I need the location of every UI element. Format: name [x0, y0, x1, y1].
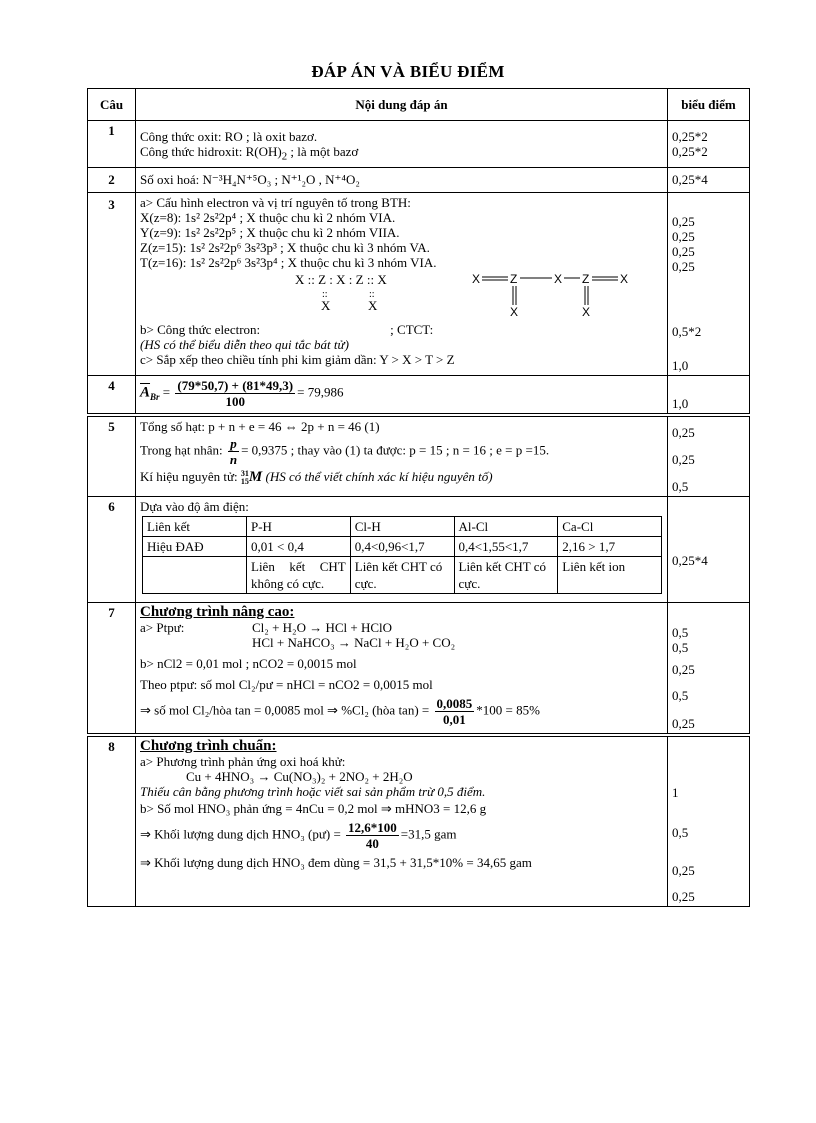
question-number: 7 [88, 602, 136, 735]
question-number: 5 [88, 415, 136, 497]
answer-content: a> Cấu hình electron và vị trí nguyên tố trong BTH: X(z=8): 1s² 2s²2p⁴ ; X thuộc chu kì 2 nhóm VIA. Y(z=9): 1s² 2s²2p⁵ ; X thuộc chu kì 2 nhóm VIIA. Z(z=15): 1s² 2s²2p⁶ 3s²3p³ ; X thuộc chu kì 3 nhóm VA. T(z=16): 1s² 2s²2p⁶ 3s²3p⁴ ; X thuộc chu kì 3 nhóm VIA. X :: Z : X : Z :: X :: :: X X X Z X Z X X X b> Công thức electron: ; CTCT: (HS có thể biểu diễn theo qui tắc bát tử) c> Sắp xếp theo chiều tính phi kim giảm dần: Y > X > T > Z [136, 192, 668, 375]
points: 0,25*4 [668, 496, 750, 602]
header-cau: Câu [88, 89, 136, 121]
answer-table [87, 88, 750, 907]
points: 1 0,5 0,25 0,25 [668, 735, 750, 907]
question-number: 3 [88, 192, 136, 375]
points: 0,5 0,5 0,25 0,5 0,25 [668, 602, 750, 735]
question-row-4 [88, 375, 750, 415]
question-row-6 [88, 496, 750, 602]
points: 0,25 0,25 0,25 0,25 0,5*2 1,0 [668, 192, 750, 375]
svg-text:Z: Z [510, 271, 518, 286]
question-number: 2 [88, 167, 136, 192]
svg-text:X: X [554, 271, 563, 286]
question-number: 1 [88, 121, 136, 168]
points: 0,25 0,25 0,5 [668, 415, 750, 497]
points: 1,0 [668, 375, 750, 415]
answer-content: Số oxi hoá: N⁻³H₄N⁺⁵O₃ ; N⁺¹₂O , N⁺⁴O₂ [136, 167, 668, 192]
question-row-8 [88, 735, 750, 907]
question-number: 8 [88, 735, 136, 907]
header-points: biểu điểm [668, 89, 750, 121]
svg-text:Z: Z [582, 271, 590, 286]
question-row-7 [88, 602, 750, 735]
points: 0,25*4 [668, 167, 750, 192]
points: 0,25*2 0,25*2 [668, 121, 750, 168]
question-number: 4 [88, 375, 136, 415]
question-row-2 [88, 167, 750, 192]
answer-content: Dựa vào độ âm điện: Liên kết P-H Cl-H Al-Cl Ca-Cl Hiệu ĐAĐ 0,01 < 0,4 0,4<0,96<1,7 0,4<1,55<1,7 2,16 > 1,7 Liên kết CHT không có cực. Liên kết CHT có cực. Liên kết CHT có cực. Liên kết ion [136, 496, 668, 602]
electron-formula: X :: Z : X : Z :: X :: :: X X X Z X Z X X X [295, 271, 629, 319]
svg-text:X: X [620, 271, 629, 286]
structural-formula [470, 270, 630, 320]
electronegativity-table: Liên kết P-H Cl-H Al-Cl Ca-Cl Hiệu ĐAĐ 0,01 < 0,4 0,4<0,96<1,7 0,4<1,55<1,7 2,16 > 1,7 Liên kết CHT không có cực. Liên kết CHT có cực. Liên kết CHT có cực. Liên kết ion [142, 516, 662, 594]
answer-content: $\overline{A}_{Br}$ = $\frac{(79*50,7) + (81*49,3)}{100}$ = 79,986 [136, 375, 668, 415]
svg-text:X: X [472, 271, 481, 286]
question-row-5 [88, 415, 750, 497]
svg-text:X: X [510, 304, 519, 319]
header-content: Nội dung đáp án [136, 89, 668, 121]
svg-text:X: X [582, 304, 591, 319]
question-row-3 [88, 192, 750, 375]
answer-content: Chương trình chuẩn: a> Phương trình phản ứng oxi hoá khử: Cu + 4HNO₃ → Cu(NO₃)₂ + 2NO₂ + 2H₂O Thiếu cân bằng phương trình hoặc viết sai sản phẩm trừ 0,5 điểm. b> Số mol HNO₃ phản ứng = 4nCu = 0,2 mol ⇒ mHNO3 = 12,6 g ⇒ Khối lượng dung dịch HNO₃ (pư) = $\frac{12,6*100}{40}$ =31,5 gam ⇒ Khối lượng dung dịch HNO₃ đem dùng = 31,5 + 31,5*10% = 34,65 gam [136, 735, 668, 907]
question-number: 6 [88, 496, 136, 602]
answer-content: Tổng số hạt: p + n + e = 46 ⇔ 2p + n = 46 (1) Trong hạt nhân: $\frac{p}{n}$ = 0,9375 ; thay vào (1) ta được: p = 15 ; n = 16 ; e = p =15. Kí hiệu nguyên tử: 31 15 M (HS có thể viết chính xác kí hiệu nguyên tố) [136, 415, 668, 497]
answer-content: Chương trình nâng cao: a> Ptpư: Cl₂ + H₂O → HCl + HClO HCl + NaHCO₃ → NaCl + H₂O + CO₂ b> nCl2 = 0,01 mol ; nCO2 = 0,0015 mol Theo ptpư: số mol Cl₂/pư = nHCl = nCO2 = 0,0015 mol ⇒ số mol Cl₂/hòa tan = 0,0085 mol ⇒ %Cl₂ (hòa tan) = $\frac{0,0085}{0,01}$ *100 = 85% [136, 602, 668, 735]
page-title: ĐÁP ÁN VÀ BIỂU ĐIỂM [311, 62, 505, 81]
question-row-1 [88, 121, 750, 168]
answer-content: Công thức oxit: RO ; là oxit bazơ. Công thức hidroxit: $R(OH)_2$ ; là một bazơ [136, 121, 668, 168]
header-row [88, 89, 750, 121]
